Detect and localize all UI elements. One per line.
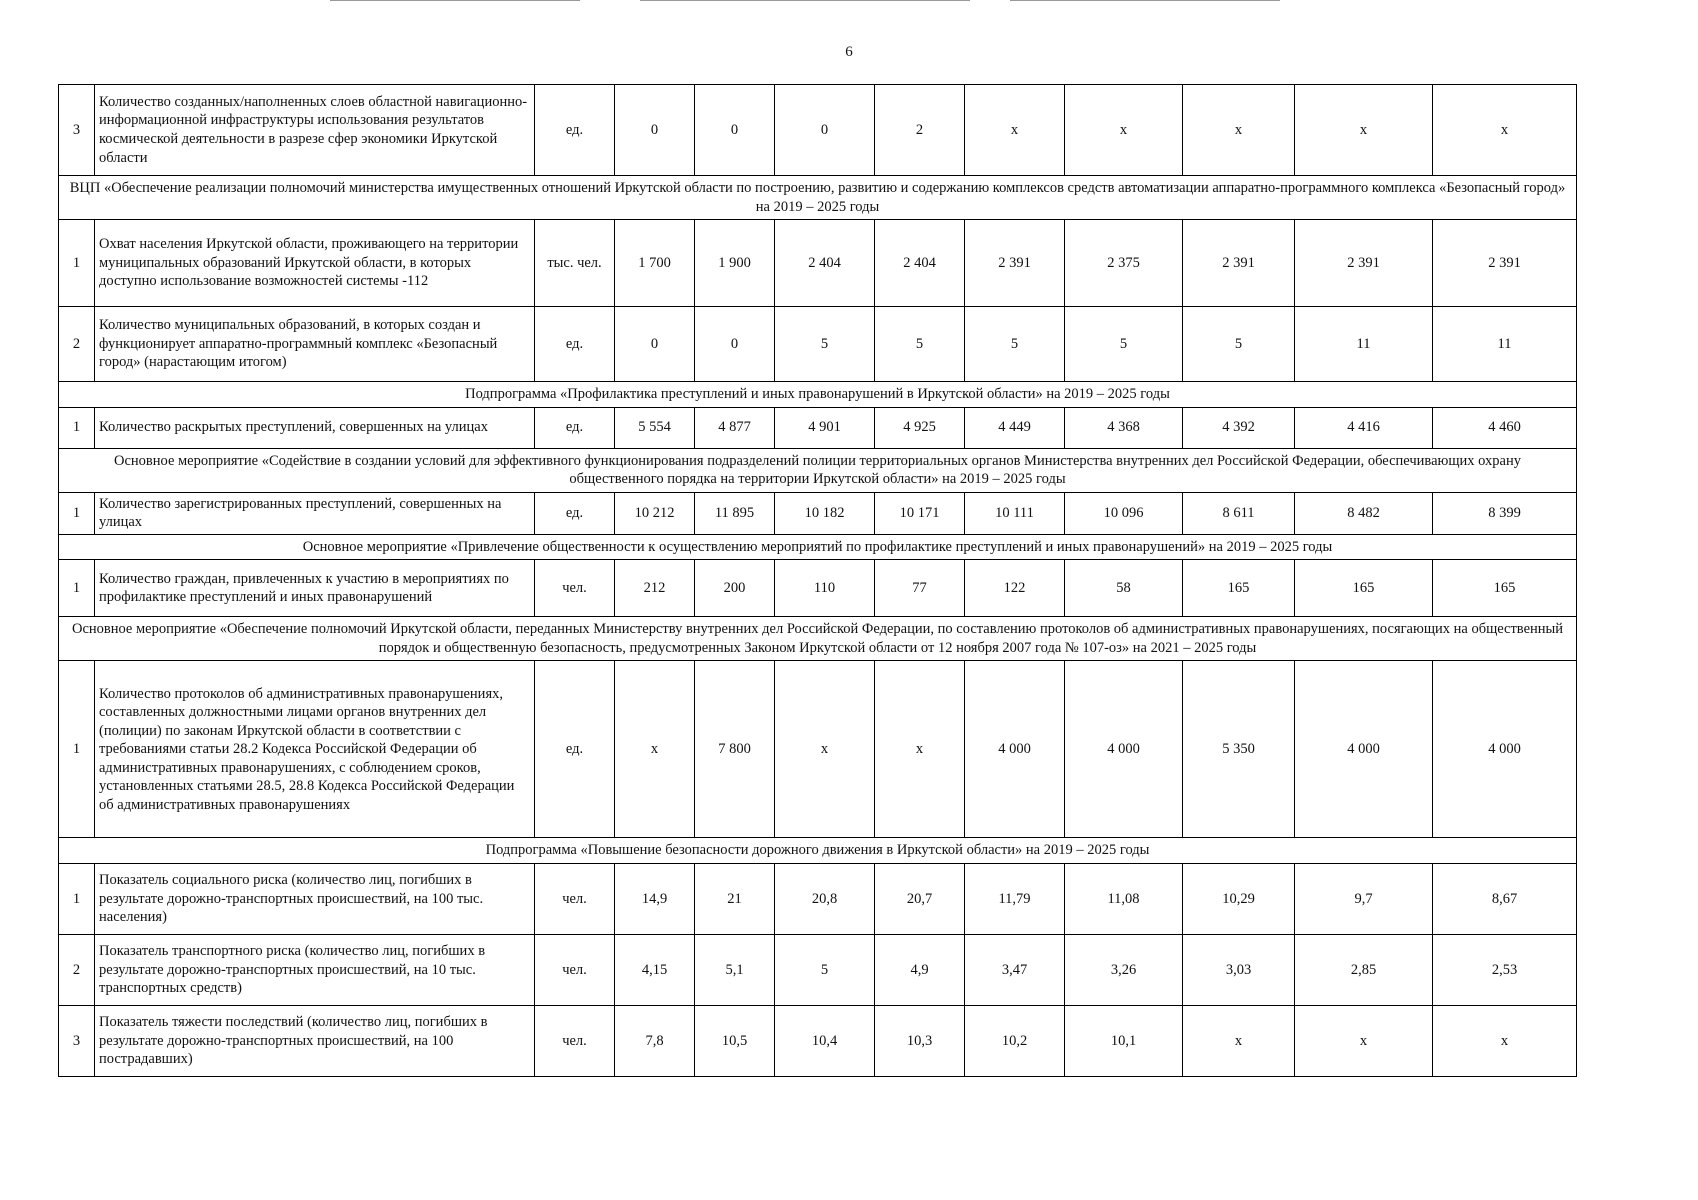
value-cell: 0 <box>695 85 775 176</box>
value-cell: 4 368 <box>1065 407 1183 448</box>
value-cell: 4 925 <box>875 407 965 448</box>
value-cell: 4 392 <box>1183 407 1295 448</box>
scan-artifact-line <box>640 0 970 1</box>
indicator-name: Показатель тяжести последствий (количество лиц, погибших в результате дорожно-транспортных происшествий, на 100 пострадавших) <box>95 1006 535 1077</box>
section-row <box>59 838 1577 864</box>
indicator-name: Количество зарегистрированных преступлений, совершенных на улицах <box>95 492 535 534</box>
table-row <box>59 935 1577 1006</box>
value-cell: 8 399 <box>1433 492 1577 534</box>
table-row <box>59 492 1577 534</box>
value-cell: 4 901 <box>775 407 875 448</box>
value-cell: 4 000 <box>1065 661 1183 838</box>
indicator-name: Количество созданных/наполненных слоев областной навигационно-информационной инфраструктуры использования результатов космической деятельности в разрезе сфер экономики Иркутской области <box>95 85 535 176</box>
value-cell: 10,4 <box>775 1006 875 1077</box>
indicator-name: Показатель транспортного риска (количество лиц, погибших в результате дорожно-транспортных происшествий, на 10 тыс. транспортных средств) <box>95 935 535 1006</box>
value-cell: 2,53 <box>1433 935 1577 1006</box>
table-row <box>59 864 1577 935</box>
value-cell: 4 000 <box>965 661 1065 838</box>
value-cell: 8 482 <box>1295 492 1433 534</box>
value-cell: 10,2 <box>965 1006 1065 1077</box>
value-cell: 10 111 <box>965 492 1065 534</box>
value-cell: 10,1 <box>1065 1006 1183 1077</box>
value-cell: 1 900 <box>695 220 775 307</box>
value-cell: 165 <box>1295 560 1433 617</box>
value-cell: 4 460 <box>1433 407 1577 448</box>
value-cell: х <box>965 85 1065 176</box>
value-cell: 2 375 <box>1065 220 1183 307</box>
value-cell: 0 <box>615 307 695 382</box>
value-cell: х <box>1183 1006 1295 1077</box>
value-cell: х <box>1295 85 1433 176</box>
row-number: 1 <box>59 492 95 534</box>
page-number: 6 <box>845 44 853 60</box>
row-number: 2 <box>59 307 95 382</box>
value-cell: х <box>1295 1006 1433 1077</box>
value-cell: 58 <box>1065 560 1183 617</box>
row-number: 2 <box>59 935 95 1006</box>
unit-cell: тыс. чел. <box>535 220 615 307</box>
table-row <box>59 560 1577 617</box>
value-cell: 11,08 <box>1065 864 1183 935</box>
value-cell: 0 <box>695 307 775 382</box>
unit-cell: чел. <box>535 560 615 617</box>
value-cell: 165 <box>1183 560 1295 617</box>
section-heading: Основное мероприятие «Привлечение общественности к осуществлению мероприятий по профилактике преступлений и иных правонарушений» на 2019 – 2025 годы <box>59 534 1577 560</box>
value-cell: 14,9 <box>615 864 695 935</box>
value-cell: 3,03 <box>1183 935 1295 1006</box>
value-cell: 11 <box>1433 307 1577 382</box>
value-cell: х <box>875 661 965 838</box>
unit-cell: чел. <box>535 935 615 1006</box>
indicator-name: Показатель социального риска (количество лиц, погибших в результате дорожно-транспортных происшествий, на 100 тыс. населения) <box>95 864 535 935</box>
value-cell: 4 000 <box>1433 661 1577 838</box>
section-row <box>59 617 1577 661</box>
section-row <box>59 176 1577 220</box>
value-cell: 5 <box>875 307 965 382</box>
value-cell: 20,7 <box>875 864 965 935</box>
section-row <box>59 534 1577 560</box>
value-cell: 20,8 <box>775 864 875 935</box>
value-cell: 8 611 <box>1183 492 1295 534</box>
section-row <box>59 382 1577 408</box>
value-cell: 0 <box>615 85 695 176</box>
row-number: 3 <box>59 85 95 176</box>
value-cell: 8,67 <box>1433 864 1577 935</box>
indicator-name: Количество раскрытых преступлений, совершенных на улицах <box>95 407 535 448</box>
indicators-table <box>58 84 1577 1077</box>
row-number: 1 <box>59 864 95 935</box>
value-cell: 7 800 <box>695 661 775 838</box>
table-row <box>59 220 1577 307</box>
value-cell: 0 <box>775 85 875 176</box>
section-heading: Основное мероприятие «Содействие в создании условий для эффективного функционирования подразделений полиции территориальных органов Министерства внутренних дел Российской Федерации, обеспечивающих охрану общественного порядка на территории Иркутской области» на 2019 – 2025 годы <box>59 448 1577 492</box>
row-number: 1 <box>59 661 95 838</box>
row-number: 1 <box>59 407 95 448</box>
value-cell: 5 <box>965 307 1065 382</box>
value-cell: 11,79 <box>965 864 1065 935</box>
unit-cell: ед. <box>535 407 615 448</box>
value-cell: 10 171 <box>875 492 965 534</box>
row-number: 1 <box>59 560 95 617</box>
value-cell: 5 554 <box>615 407 695 448</box>
table-row <box>59 307 1577 382</box>
value-cell: 2 391 <box>1295 220 1433 307</box>
value-cell: 7,8 <box>615 1006 695 1077</box>
value-cell: 11 895 <box>695 492 775 534</box>
indicator-name: Количество протоколов об административных правонарушениях, составленных должностными лицами органов внутренних дел (полиции) по законам Иркутской области в соответствии с требованиями статьи 28.2 Кодекса Российской Федерации об административных правонарушениях, с соблюдением сроков, установленных статьями 28.5, 28.8 Кодекса Российской Федерации об административных правонарушениях <box>95 661 535 838</box>
value-cell: 10 096 <box>1065 492 1183 534</box>
indicator-name: Охват населения Иркутской области, проживающего на территории муниципальных образований Иркутской области, в которых доступно использование возможностей системы -112 <box>95 220 535 307</box>
value-cell: 5,1 <box>695 935 775 1006</box>
value-cell: 11 <box>1295 307 1433 382</box>
value-cell: 5 <box>1065 307 1183 382</box>
value-cell: х <box>1183 85 1295 176</box>
value-cell: 21 <box>695 864 775 935</box>
value-cell: 10 182 <box>775 492 875 534</box>
value-cell: 212 <box>615 560 695 617</box>
value-cell: 77 <box>875 560 965 617</box>
table-row <box>59 1006 1577 1077</box>
table-row <box>59 407 1577 448</box>
value-cell: 200 <box>695 560 775 617</box>
value-cell: 2 404 <box>875 220 965 307</box>
value-cell: 2,85 <box>1295 935 1433 1006</box>
value-cell: 165 <box>1433 560 1577 617</box>
value-cell: 10,5 <box>695 1006 775 1077</box>
value-cell: 110 <box>775 560 875 617</box>
scan-artifact-line <box>330 0 580 1</box>
value-cell: 5 <box>1183 307 1295 382</box>
value-cell: 5 350 <box>1183 661 1295 838</box>
table-row <box>59 85 1577 176</box>
value-cell: 4,9 <box>875 935 965 1006</box>
value-cell: 5 <box>775 307 875 382</box>
value-cell: 10,3 <box>875 1006 965 1077</box>
row-number: 1 <box>59 220 95 307</box>
value-cell: х <box>615 661 695 838</box>
section-heading: Основное мероприятие «Обеспечение полномочий Иркутской области, переданных Министерству внутренних дел Российской Федерации, по составлению протоколов об административных правонарушениях, посягающих на общественный порядок и общественную безопасность, предусмотренных Законом Иркутской области от 12 ноября 2007 года № 107-оз» на 2021 – 2025 годы <box>59 617 1577 661</box>
section-heading: Подпрограмма «Повышение безопасности дорожного движения в Иркутской области» на 2019 – 2025 годы <box>59 838 1577 864</box>
scan-artifact-line <box>1010 0 1280 1</box>
value-cell: 3,26 <box>1065 935 1183 1006</box>
unit-cell: чел. <box>535 1006 615 1077</box>
unit-cell: ед. <box>535 492 615 534</box>
unit-cell: ед. <box>535 85 615 176</box>
value-cell: 4 877 <box>695 407 775 448</box>
value-cell: 4 416 <box>1295 407 1433 448</box>
value-cell: 10,29 <box>1183 864 1295 935</box>
value-cell: х <box>1433 85 1577 176</box>
value-cell: 2 391 <box>1183 220 1295 307</box>
indicator-name: Количество муниципальных образований, в которых создан и функционирует аппаратно-программный комплекс «Безопасный город» (нарастающим итогом) <box>95 307 535 382</box>
value-cell: 1 700 <box>615 220 695 307</box>
value-cell: х <box>1433 1006 1577 1077</box>
value-cell: 5 <box>775 935 875 1006</box>
section-heading: ВЦП «Обеспечение реализации полномочий министерства имущественных отношений Иркутской области по построению, развитию и содержанию комплексов средств автоматизации аппаратно-программного комплекса «Безопасный город» на 2019 – 2025 годы <box>59 176 1577 220</box>
value-cell: 9,7 <box>1295 864 1433 935</box>
unit-cell: чел. <box>535 864 615 935</box>
section-heading: Подпрограмма «Профилактика преступлений и иных правонарушений в Иркутской области» на 2019 – 2025 годы <box>59 382 1577 408</box>
indicator-name: Количество граждан, привлеченных к участию в мероприятиях по профилактике преступлений и иных правонарушений <box>95 560 535 617</box>
value-cell: 2 391 <box>965 220 1065 307</box>
unit-cell: ед. <box>535 661 615 838</box>
table-row <box>59 661 1577 838</box>
value-cell: 2 404 <box>775 220 875 307</box>
value-cell: 3,47 <box>965 935 1065 1006</box>
row-number: 3 <box>59 1006 95 1077</box>
value-cell: х <box>1065 85 1183 176</box>
value-cell: 4,15 <box>615 935 695 1006</box>
value-cell: 4 449 <box>965 407 1065 448</box>
value-cell: х <box>775 661 875 838</box>
value-cell: 10 212 <box>615 492 695 534</box>
value-cell: 2 <box>875 85 965 176</box>
unit-cell: ед. <box>535 307 615 382</box>
value-cell: 2 391 <box>1433 220 1577 307</box>
value-cell: 4 000 <box>1295 661 1433 838</box>
value-cell: 122 <box>965 560 1065 617</box>
section-row <box>59 448 1577 492</box>
